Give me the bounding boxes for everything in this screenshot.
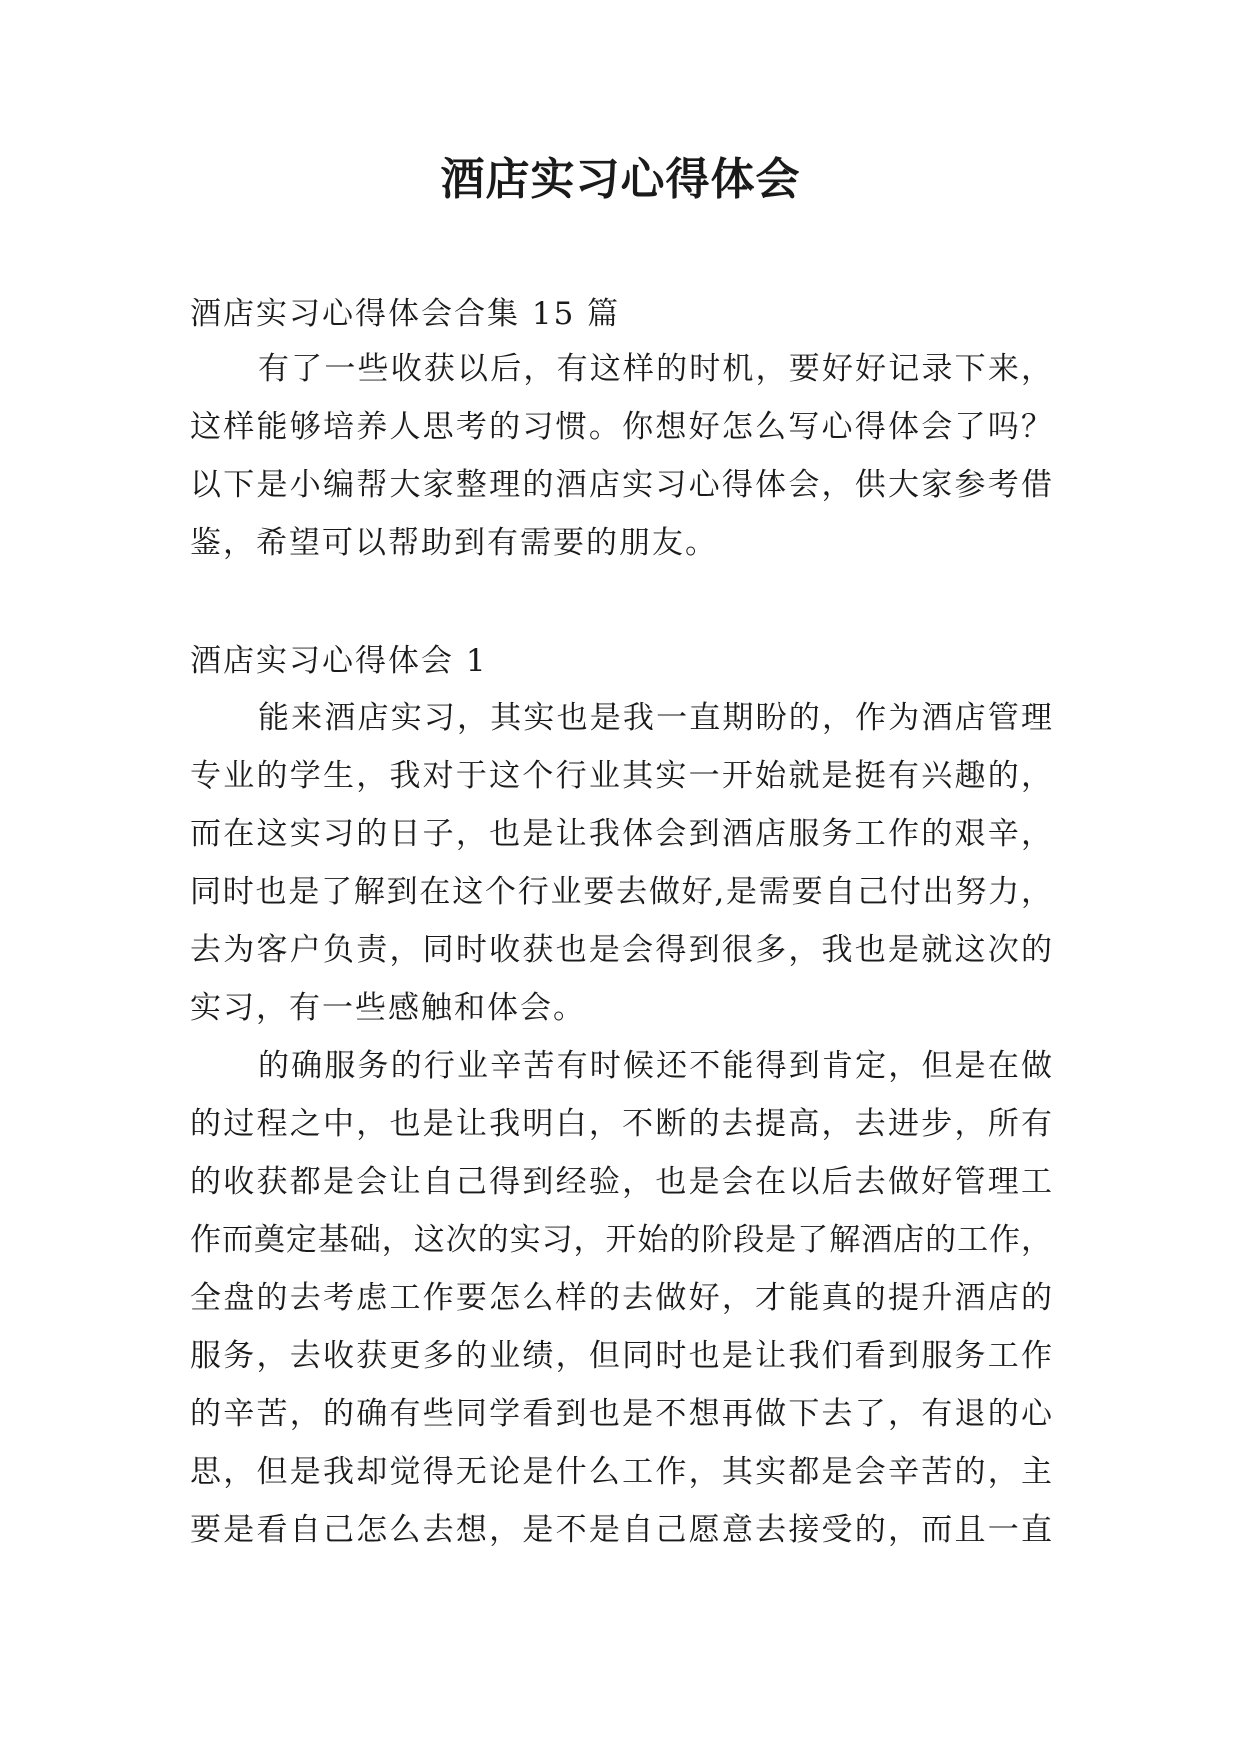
paragraph-line: 去为客户负责，同时收获也是会得到很多，我也是就这次的 [190, 932, 1052, 968]
paragraph-line: 能来酒店实习，其实也是我一直期盼的，作为酒店管理 [258, 700, 1052, 736]
paragraph-line: 思，但是我却觉得无论是什么工作，其实都是会辛苦的，主 [190, 1454, 1052, 1490]
intro-line: 有了一些收获以后，有这样的时机，要好好记录下来， [258, 351, 1052, 387]
paragraph-line: 的确服务的行业辛苦有时候还不能得到肯定，但是在做 [258, 1048, 1052, 1084]
collection-heading: 酒店实习心得体会合集 15 篇 [190, 296, 621, 332]
paragraph-line: 的收获都是会让自己得到经验，也是会在以后去做好管理工 [190, 1164, 1052, 1200]
document-title: 酒店实习心得体会 [440, 154, 801, 205]
paragraph-line: 服务，去收获更多的业绩，但同时也是让我们看到服务工作 [190, 1338, 1052, 1374]
paragraph-line: 专业的学生，我对于这个行业其实一开始就是挺有兴趣的， [190, 758, 1052, 794]
paragraph-line: 要是看自己怎么去想，是不是自己愿意去接受的，而且一直 [190, 1512, 1052, 1548]
paragraph-line: 实习，有一些感触和体会。 [190, 990, 586, 1026]
intro-line: 这样能够培养人思考的习惯。你想好怎么写心得体会了吗？ [190, 409, 1052, 445]
paragraph-line: 的辛苦，的确有些同学看到也是不想再做下去了，有退的心 [190, 1396, 1052, 1432]
paragraph-line: 作而奠定基础，这次的实习，开始的阶段是了解酒店的工作， [190, 1222, 1052, 1258]
section-heading: 酒店实习心得体会 1 [190, 643, 488, 679]
paragraph-line: 全盘的去考虑工作要怎么样的去做好，才能真的提升酒店的 [190, 1280, 1052, 1316]
paragraph-line: 而在这实习的日子，也是让我体会到酒店服务工作的艰辛， [190, 816, 1052, 852]
intro-line: 以下是小编帮大家整理的酒店实习心得体会，供大家参考借 [190, 467, 1052, 503]
paragraph-line: 同时也是了解到在这个行业要去做好,是需要自己付出努力， [190, 874, 1052, 910]
paragraph-line: 的过程之中，也是让我明白，不断的去提高，去进步，所有 [190, 1106, 1052, 1142]
intro-line: 鉴，希望可以帮助到有需要的朋友。 [190, 525, 718, 561]
